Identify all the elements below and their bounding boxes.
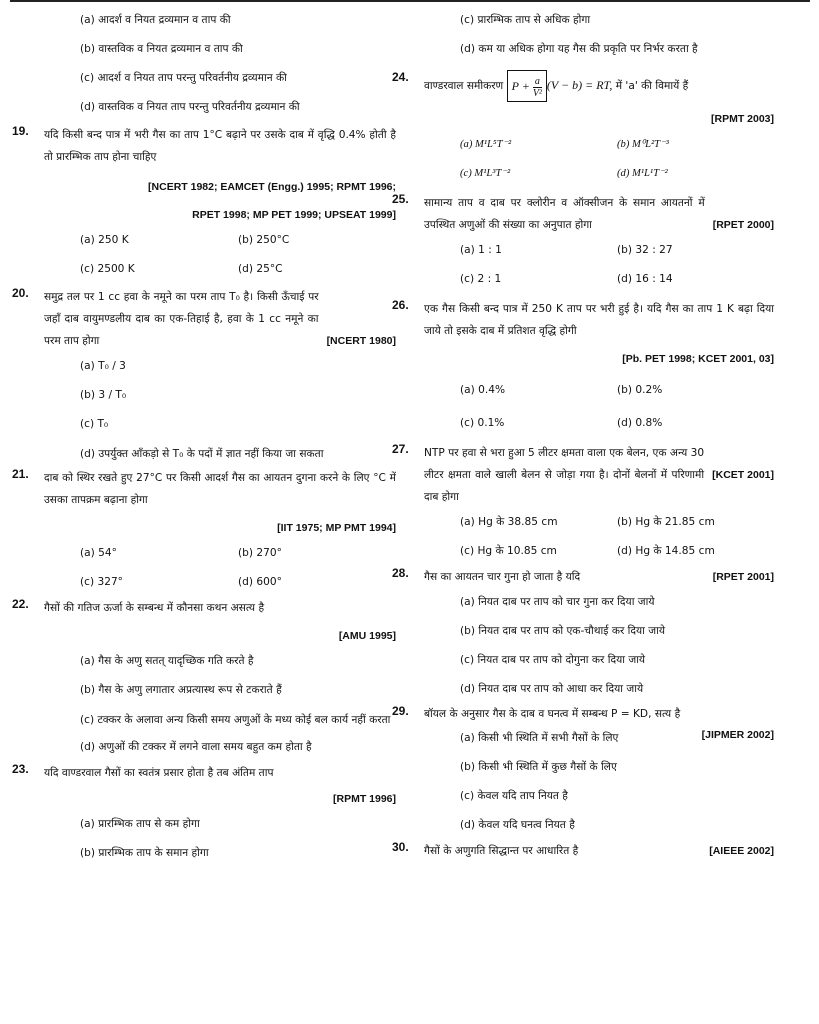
question-26 — [392, 298, 774, 438]
option-c: (c) M¹L³T⁻² — [460, 168, 511, 179]
option-d: (d) 600° — [238, 576, 282, 588]
option-c: (c) 2 : 1 — [460, 273, 502, 285]
source-citation: [RPET 2001] — [712, 571, 774, 583]
option-d: (d) अणुओं की टक्कर में लगने वाला समय बहुत कम होता है — [80, 741, 312, 753]
option-row — [424, 537, 774, 566]
question-text: यदि वाण्डरवाल गैसों का स्वतंत्र प्रसार होता है तब अंतिम ताप — [44, 767, 274, 779]
option-row — [424, 159, 774, 188]
question-text: यदि किसी बन्द पात्र में भरी गैस का ताप 1°C बढ़ाने पर उसके दाब में वृद्धि 0.4% होती है तो प्रारम्भिक ताप होना चाहिए — [44, 129, 396, 163]
option-b: (b) 3 / T₀ — [80, 389, 127, 401]
option-d: (d) वास्तविक व नियत ताप परन्तु परिवर्तनीय द्रव्यमान की — [80, 101, 300, 113]
option-d: (d) 25°C — [238, 263, 283, 275]
question-text: NTP पर हवा से भरा हुआ 5 लीटर क्षमता वाला एक बेलन, एक अन्य 30 लीटर क्षमता वाले खाली बेलन से जोड़ा गया है। दोनों बेलनों में परिणामी दाब होगा — [424, 447, 705, 503]
question-text-tail: में 'a' की विमायें हैं — [615, 80, 689, 92]
option-a: (a) किसी भी स्थिति में सभी गैसों के लिए — [460, 732, 619, 744]
option-a: (a) 1 : 1 — [460, 244, 502, 256]
question-number: 30. — [392, 840, 409, 854]
question-text-lead: वाण्डरवाल समीकरण — [424, 80, 504, 92]
question-number: 26. — [392, 298, 409, 312]
question-text: बॉयल के अनुसार गैस के दाब व घनत्व में सम्बन्ध P = KD, सत्य है — [424, 708, 681, 720]
question-text: गैसों के अणुगति सिद्धान्त पर आधारित है — [424, 845, 579, 857]
option-row — [424, 265, 774, 294]
question-number: 25. — [392, 192, 409, 206]
question-number: 21. — [12, 467, 29, 481]
question-number: 29. — [392, 704, 409, 718]
question-19 — [12, 124, 396, 284]
question-22 — [12, 597, 396, 762]
question-28 — [392, 566, 774, 704]
prev-question-options — [44, 6, 396, 122]
source-citation: [RPET 2000] — [712, 219, 774, 231]
source-citation: [JIPMER 2002] — [701, 729, 774, 741]
option-a: (a) आदर्श व नियत द्रव्यमान व ताप की — [80, 14, 231, 26]
option-b: (b) किसी भी स्थिति में कुछ गैसों के लिए — [460, 761, 617, 773]
option-b: (b) 250°C — [238, 234, 290, 246]
option-b: (b) प्रारम्भिक ताप के समान होगा — [80, 847, 209, 859]
source-citation: [AMU 1995] — [338, 630, 396, 642]
option-d: (d) 16 : 14 — [617, 273, 673, 285]
option-a: (a) 0.4% — [460, 384, 506, 396]
option-b: (b) 0.2% — [617, 384, 663, 396]
fraction: $\frac{a}{\text{V²}}$ — [532, 75, 542, 99]
option-row — [424, 236, 774, 265]
option-row — [44, 539, 396, 568]
option-row — [44, 226, 396, 255]
option-c: (c) नियत दाब पर ताप को दोगुना कर दिया जाये — [460, 654, 646, 666]
question-number: 20. — [12, 286, 29, 300]
question-20 — [12, 286, 396, 467]
source-citation: RPET 1998; MP PET 1999; UPSEAT 1999] — [192, 209, 396, 221]
option-c: (c) 2500 K — [80, 263, 135, 275]
option-a: (a) M¹L⁵T⁻² — [460, 139, 512, 150]
source-citation: [IIT 1975; MP PMT 1994] — [277, 522, 396, 534]
option-b: (b) 270° — [238, 547, 282, 559]
option-row — [424, 376, 774, 405]
source-citation: [NCERT 1982; EAMCET (Engg.) 1995; RPMT 1996; — [148, 181, 396, 193]
option-a: (a) T₀ / 3 — [80, 360, 126, 372]
question-27 — [392, 442, 774, 566]
option-a: (a) 54° — [80, 547, 117, 559]
option-b: (b) 32 : 27 — [617, 244, 673, 256]
question-23 — [12, 762, 396, 868]
question-25 — [392, 192, 774, 294]
option-c: (c) T₀ — [80, 418, 109, 430]
question-number: 24. — [392, 70, 409, 84]
option-d: (d) नियत दाब पर ताप को आधा कर दिया जाये — [460, 683, 644, 695]
option-c: (c) आदर्श व नियत ताप परन्तु परिवर्तनीय द्रव्यमान की — [80, 72, 287, 84]
option-b: (b) Hg के 21.85 cm — [617, 516, 715, 528]
option-a: (a) नियत दाब पर ताप को चार गुना कर दिया जाये — [460, 596, 655, 608]
source-citation: [Pb. PET 1998; KCET 2001, 03] — [622, 353, 774, 365]
option-b: (b) नियत दाब पर ताप को एक-चौथाई कर दिया जाये — [460, 625, 666, 637]
question-number: 28. — [392, 566, 409, 580]
option-d: (d) M¹L¹T⁻² — [617, 168, 668, 179]
source-citation: [RPMT 2003] — [710, 113, 774, 125]
option-row — [424, 409, 774, 438]
option-a: (a) Hg के 38.85 cm — [460, 516, 558, 528]
question-text: सामान्य ताप व दाब पर क्लोरीन व ऑक्सीजन के समान आयतनों में उपस्थित अणुओं की संख्या का अनुपात होगा — [424, 197, 705, 231]
option-c: (c) Hg के 10.85 cm — [460, 545, 557, 557]
option-row — [424, 508, 774, 537]
option-row — [44, 568, 396, 597]
question-number: 19. — [12, 124, 29, 138]
option-row — [44, 255, 396, 284]
question-number: 23. — [12, 762, 29, 776]
option-row — [424, 130, 774, 159]
question-number: 27. — [392, 442, 409, 456]
question-text: एक गैस किसी बन्द पात्र में 250 K ताप पर भरी हुई है। यदि गैस का ताप 1 K बढ़ा दिया जाये तो इसके दाब में प्रतिशत वृद्धि होगी — [424, 303, 774, 337]
question-21 — [12, 467, 396, 597]
question-text: दाब को स्थिर रखते हुए 27°C पर किसी आदर्श गैस का आयतन दुगना करने के लिए °C में उसका तापक्रम बढ़ाना होगा — [44, 472, 396, 506]
prev-question-options — [424, 6, 774, 64]
option-b: (b) M⁰L²T⁻³ — [617, 139, 669, 150]
option-d: (d) 0.8% — [617, 417, 663, 429]
source-citation: [AIEEE 2002] — [709, 845, 774, 857]
option-a: (a) गैस के अणु सतत् यादृच्छिक गति करते है — [80, 655, 254, 667]
question-29 — [392, 704, 774, 840]
option-b: (b) वास्तविक व नियत द्रव्यमान व ताप की — [80, 43, 243, 55]
equation-bracket: P + $\frac{a}{\text{V²}}$ — [507, 70, 547, 102]
right-column — [392, 6, 774, 862]
option-c: (c) केवल यदि ताप नियत है — [460, 790, 568, 802]
option-d: (d) उपर्युक्त आँकड़ो से T₀ के पदों में ज्ञात नहीं किया जा सकता — [80, 448, 324, 460]
left-column — [12, 6, 396, 868]
top-rule — [10, 0, 810, 2]
option-c: (c) 0.1% — [460, 417, 505, 429]
option-d: (d) केवल यदि घनत्व नियत है — [460, 819, 575, 831]
source-citation: [NCERT 1980] — [326, 335, 396, 347]
option-c: (c) प्रारम्भिक ताप से अधिक होगा — [460, 14, 591, 26]
question-text: समुद्र तल पर 1 cc हवा के नमूने का परम ताप T₀ है। किसी ऊँचाई पर जहाँ दाब वायुमण्डलीय दाब का एक-तिहाई है, हवा के 1 cc नमूने का परम ताप होगा — [44, 291, 319, 347]
option-a: (a) प्रारम्भिक ताप से कम होगा — [80, 818, 200, 830]
question-text: गैस का आयतन चार गुना हो जाता है यदि — [424, 571, 581, 583]
option-c: (c) टक्कर के अलावा अन्य किसी समय अणुओं के मध्य कोई बल कार्य नहीं करता — [80, 714, 391, 726]
option-d: (d) कम या अधिक होगा यह गैस की प्रकृति पर निर्भर करता है — [460, 43, 698, 55]
question-number: 22. — [12, 597, 29, 611]
question-24 — [392, 70, 774, 188]
option-a: (a) 250 K — [80, 234, 129, 246]
source-citation: [KCET 2001] — [712, 469, 774, 481]
option-d: (d) Hg के 14.85 cm — [617, 545, 715, 557]
vanderwaals-equation: P + $\frac{a}{\text{V²}}$ (V − b) = RT, — [507, 70, 613, 102]
source-citation: [RPMT 1996] — [332, 793, 396, 805]
option-c: (c) 327° — [80, 576, 123, 588]
option-b: (b) गैस के अणु लगातार अप्रत्यास्थ रूप से टकराते हैं — [80, 684, 282, 696]
question-30 — [392, 840, 774, 862]
question-text: गैसों की गतिज ऊर्जा के सम्बन्ध में कौनसा कथन असत्य है — [44, 602, 265, 614]
